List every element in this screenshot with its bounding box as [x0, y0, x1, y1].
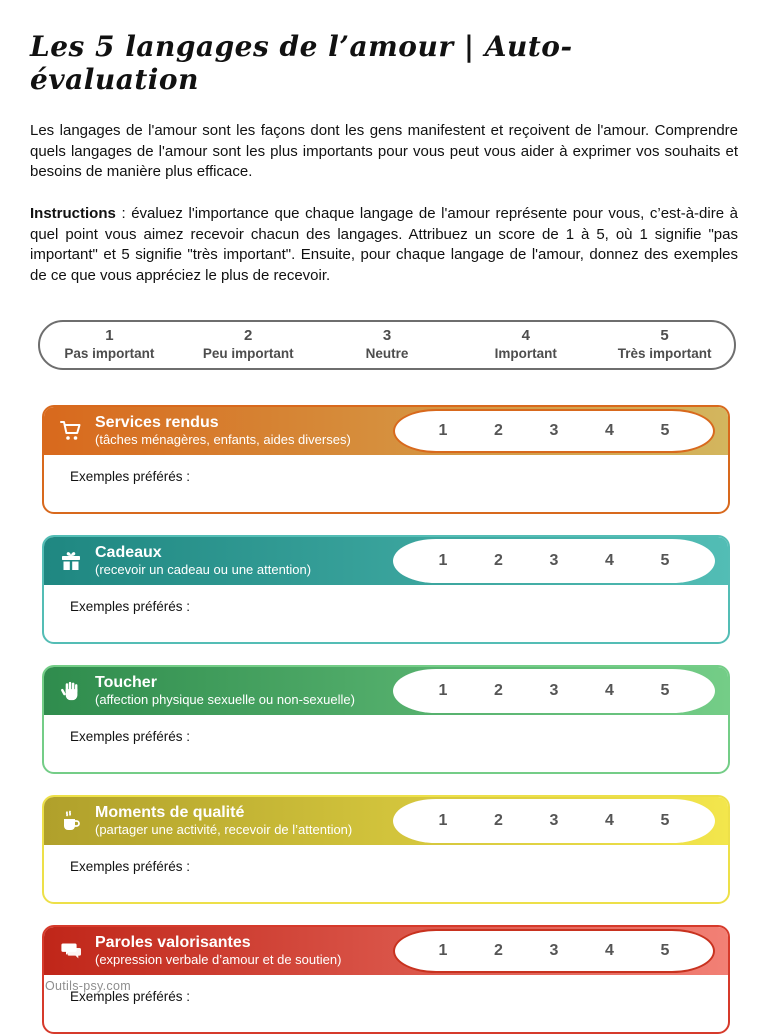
examples-area[interactable]: [44, 585, 728, 644]
rating-pill: [393, 539, 715, 583]
coffee-cup-icon: [58, 808, 84, 834]
rating-option-2[interactable]: 2: [494, 421, 503, 439]
examples-label: Exemples préférés :: [70, 468, 191, 484]
rating-option-3[interactable]: 3: [549, 811, 559, 829]
card-titles: [95, 544, 311, 578]
card-titles: [95, 804, 352, 838]
rating-option-3[interactable]: 3: [549, 681, 559, 699]
site-footer: Outils-psy.com: [45, 979, 131, 993]
card-header: [44, 667, 728, 715]
examples-label: Exemples préférés :: [70, 728, 191, 744]
rating-option-3[interactable]: 3: [549, 421, 559, 439]
examples-label: Exemples préférés :: [70, 598, 191, 614]
rating-option-5[interactable]: 5: [660, 681, 670, 699]
page-title: Les 5 langages de l’amour | Auto-évaluation: [30, 30, 573, 96]
scale-value: 1: [105, 327, 114, 344]
card-title: Cadeaux: [95, 543, 162, 561]
rating-option-2[interactable]: 2: [494, 811, 503, 829]
rating-pill: [393, 929, 715, 973]
rating-option-5[interactable]: 5: [660, 811, 670, 829]
scale-label: Très important: [617, 345, 712, 361]
rating-option-3[interactable]: 3: [549, 551, 559, 569]
rating-option-2[interactable]: 2: [494, 941, 503, 959]
card-titles: [95, 414, 351, 448]
card-subtitle: (tâches ménagères, enfants, aides diverses): [95, 432, 351, 448]
scale-label: Peu important: [202, 345, 294, 361]
card-title: Paroles valorisantes: [95, 933, 251, 951]
rating-option-4[interactable]: 4: [605, 551, 614, 569]
rating-scale-legend: [38, 320, 736, 370]
card-subtitle: (recevoir un cadeau ou une attention): [95, 562, 312, 578]
rating-option-1[interactable]: 1: [438, 811, 448, 829]
shopping-cart-icon: [58, 418, 84, 444]
card-moments-de-qualite: [42, 795, 730, 904]
rating-option-5[interactable]: 5: [660, 421, 670, 439]
intro-paragraph: Les langages de l'amour sont les façons dont les gens manifestent et reçoivent de l'amour. Comprendre quels langages de l'amour sont les plus importants pour vous peut vous aider à exprimer vos souhaits et besoins de manière plus efficace.: [30, 122, 738, 181]
rating-option-4[interactable]: 4: [605, 421, 614, 439]
rating-option-1[interactable]: 1: [438, 681, 448, 699]
hand-icon: [58, 678, 84, 704]
rating-option-4[interactable]: 4: [605, 941, 614, 959]
card-title: Toucher: [95, 673, 157, 691]
scale-value: 5: [660, 327, 669, 344]
card-header: [44, 797, 728, 845]
scale-item-1: [40, 327, 179, 363]
rating-option-1[interactable]: 1: [438, 421, 448, 439]
card-paroles-valorisantes: [42, 925, 730, 1034]
card-title: Moments de qualité: [95, 803, 245, 821]
rating-option-2[interactable]: 2: [494, 681, 503, 699]
scale-label: Important: [494, 345, 557, 361]
card-cadeaux: [42, 535, 730, 644]
examples-label: Exemples préférés :: [70, 858, 191, 874]
gift-icon: [58, 548, 84, 574]
scale-value: 4: [521, 327, 530, 344]
rating-option-5[interactable]: 5: [660, 941, 670, 959]
rating-option-4[interactable]: 4: [605, 681, 614, 699]
examples-area[interactable]: [44, 845, 728, 904]
card-subtitle: (expression verbale d’amour et de soutien): [95, 952, 342, 968]
card-title: Services rendus: [95, 413, 219, 431]
card-header: [44, 407, 728, 455]
card-subtitle: (affection physique sexuelle ou non-sexuelle): [95, 692, 355, 708]
scale-label: Neutre: [365, 345, 409, 361]
instructions-label: Instructions: [30, 205, 116, 223]
scale-value: 3: [382, 327, 392, 344]
scale-label: Pas important: [64, 345, 155, 361]
rating-option-4[interactable]: 4: [605, 811, 614, 829]
card-titles: [95, 674, 355, 708]
rating-option-5[interactable]: 5: [660, 551, 670, 569]
card-services-rendus: [42, 405, 730, 514]
speech-bubbles-icon: [58, 938, 84, 964]
card-toucher: [42, 665, 730, 774]
examples-area[interactable]: [44, 455, 728, 514]
instructions-paragraph: [30, 204, 738, 287]
card-header: [44, 927, 728, 975]
rating-option-3[interactable]: 3: [549, 941, 559, 959]
examples-area[interactable]: [44, 715, 728, 774]
rating-pill: [393, 409, 715, 453]
scale-item-3: [318, 327, 457, 363]
examples-area[interactable]: [44, 975, 728, 1034]
scale-item-2: [179, 327, 318, 363]
rating-pill: [393, 799, 715, 843]
examples-label: Exemples préférés :: [70, 988, 191, 1004]
card-subtitle: (partager une activité, recevoir de l’attention): [95, 822, 353, 838]
rating-option-1[interactable]: 1: [438, 941, 448, 959]
rating-pill: [393, 669, 715, 713]
scale-value: 2: [244, 327, 253, 344]
card-header: [44, 537, 728, 585]
instructions-text: : évaluez l'importance que chaque langage de l'amour représente pour vous, c’est-à-dire à quel point vous aimez recevoir chacun des langages. Attribuez un score de 1 à 5, où 1 signifie "pas important" et 5 signifie "très important". Ensuite, pour chaque langage de l'amour, donnez des exemples de ce que vous appréciez le plus de recevoir.: [30, 205, 738, 285]
scale-item-5: [595, 327, 734, 363]
love-language-cards: [42, 405, 730, 1034]
scale-item-4: [456, 327, 595, 363]
rating-option-1[interactable]: 1: [438, 551, 448, 569]
card-titles: [95, 934, 341, 968]
rating-option-2[interactable]: 2: [494, 551, 503, 569]
